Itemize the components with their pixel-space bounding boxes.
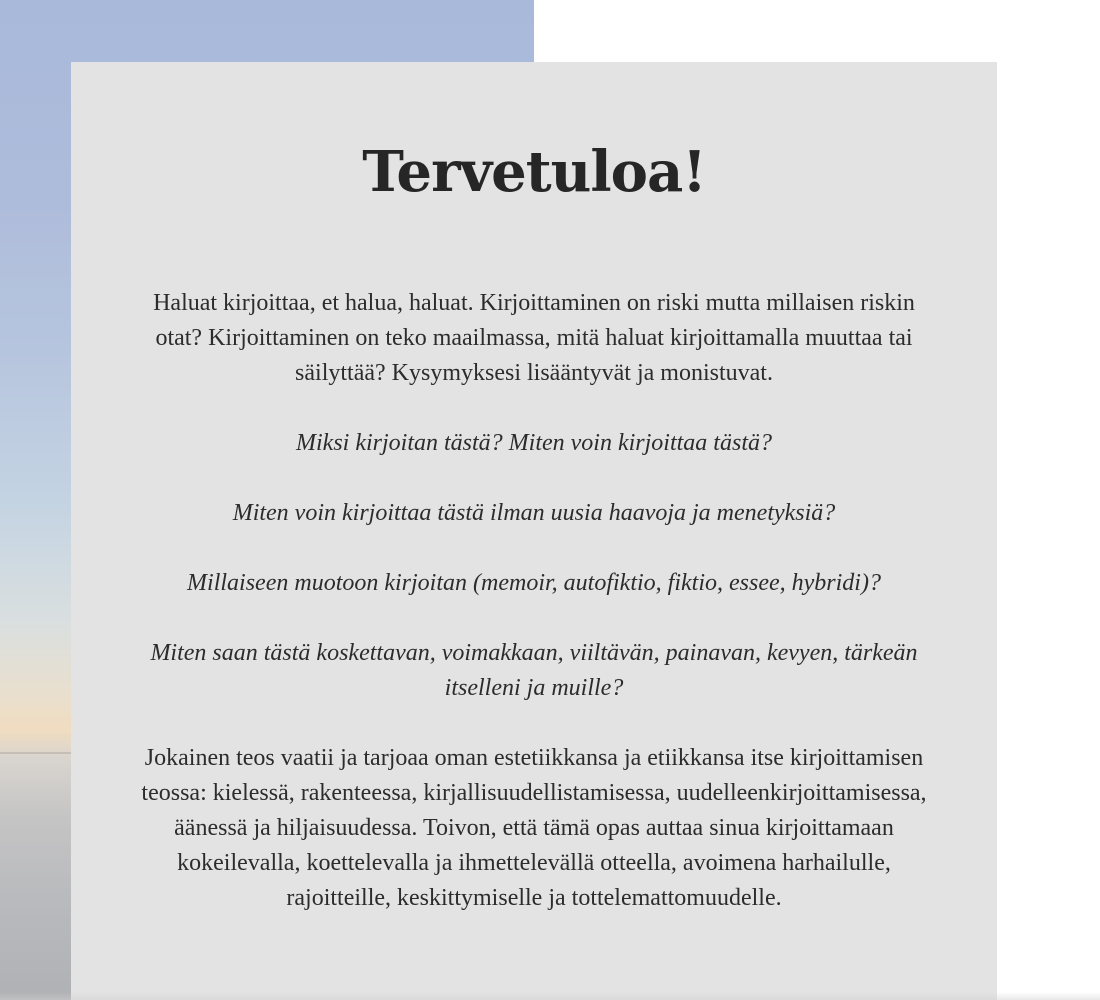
page-title: Tervetuloa! [362,139,706,205]
welcome-card [71,62,997,1000]
question-2: Miten voin kirjoittaa tästä ilman uusia haavoja ja menetyksiä? [232,500,836,526]
intro-paragraph: Haluat kirjoittaa, et halua, haluat. Kirjoittaminen on riski mutta millaisen riskin otat? Kirjoittaminen on teko maailmassa, mitä haluat kirjoittamalla muuttaa tai säilyttää? Kysymyksesi lisääntyvät ja monistuvat. [153,290,915,386]
bottom-fade [0,992,1100,1000]
question-3: Millaiseen muotoon kirjoitan (memoir, autofiktio, fiktio, essee, hybridi)? [187,570,881,596]
closing-paragraph: Jokainen teos vaatii ja tarjoaa oman estetiikkansa ja etiikkansa itse kirjoittamisen teossa: kielessä, rakenteessa, kirjallisuudellistamisessa, uudelleenkirjoittamisessa, äänessä ja hiljaisuudessa. Toivon, että tämä opas auttaa sinua kirjoittamaan kokeilevalla, koettelevalla ja ihmettelevällä otteella, avoimena harhailulle, rajoitteille, keskittymiselle ja tottelemattomuudelle. [141,745,927,911]
question-4: Miten saan tästä koskettavan, voimakkaan, viiltävän, painavan, kevyen, tärkeän itselleni ja muille? [150,640,918,701]
question-1: Miksi kirjoitan tästä? Miten voin kirjoittaa tästä? [296,430,772,456]
